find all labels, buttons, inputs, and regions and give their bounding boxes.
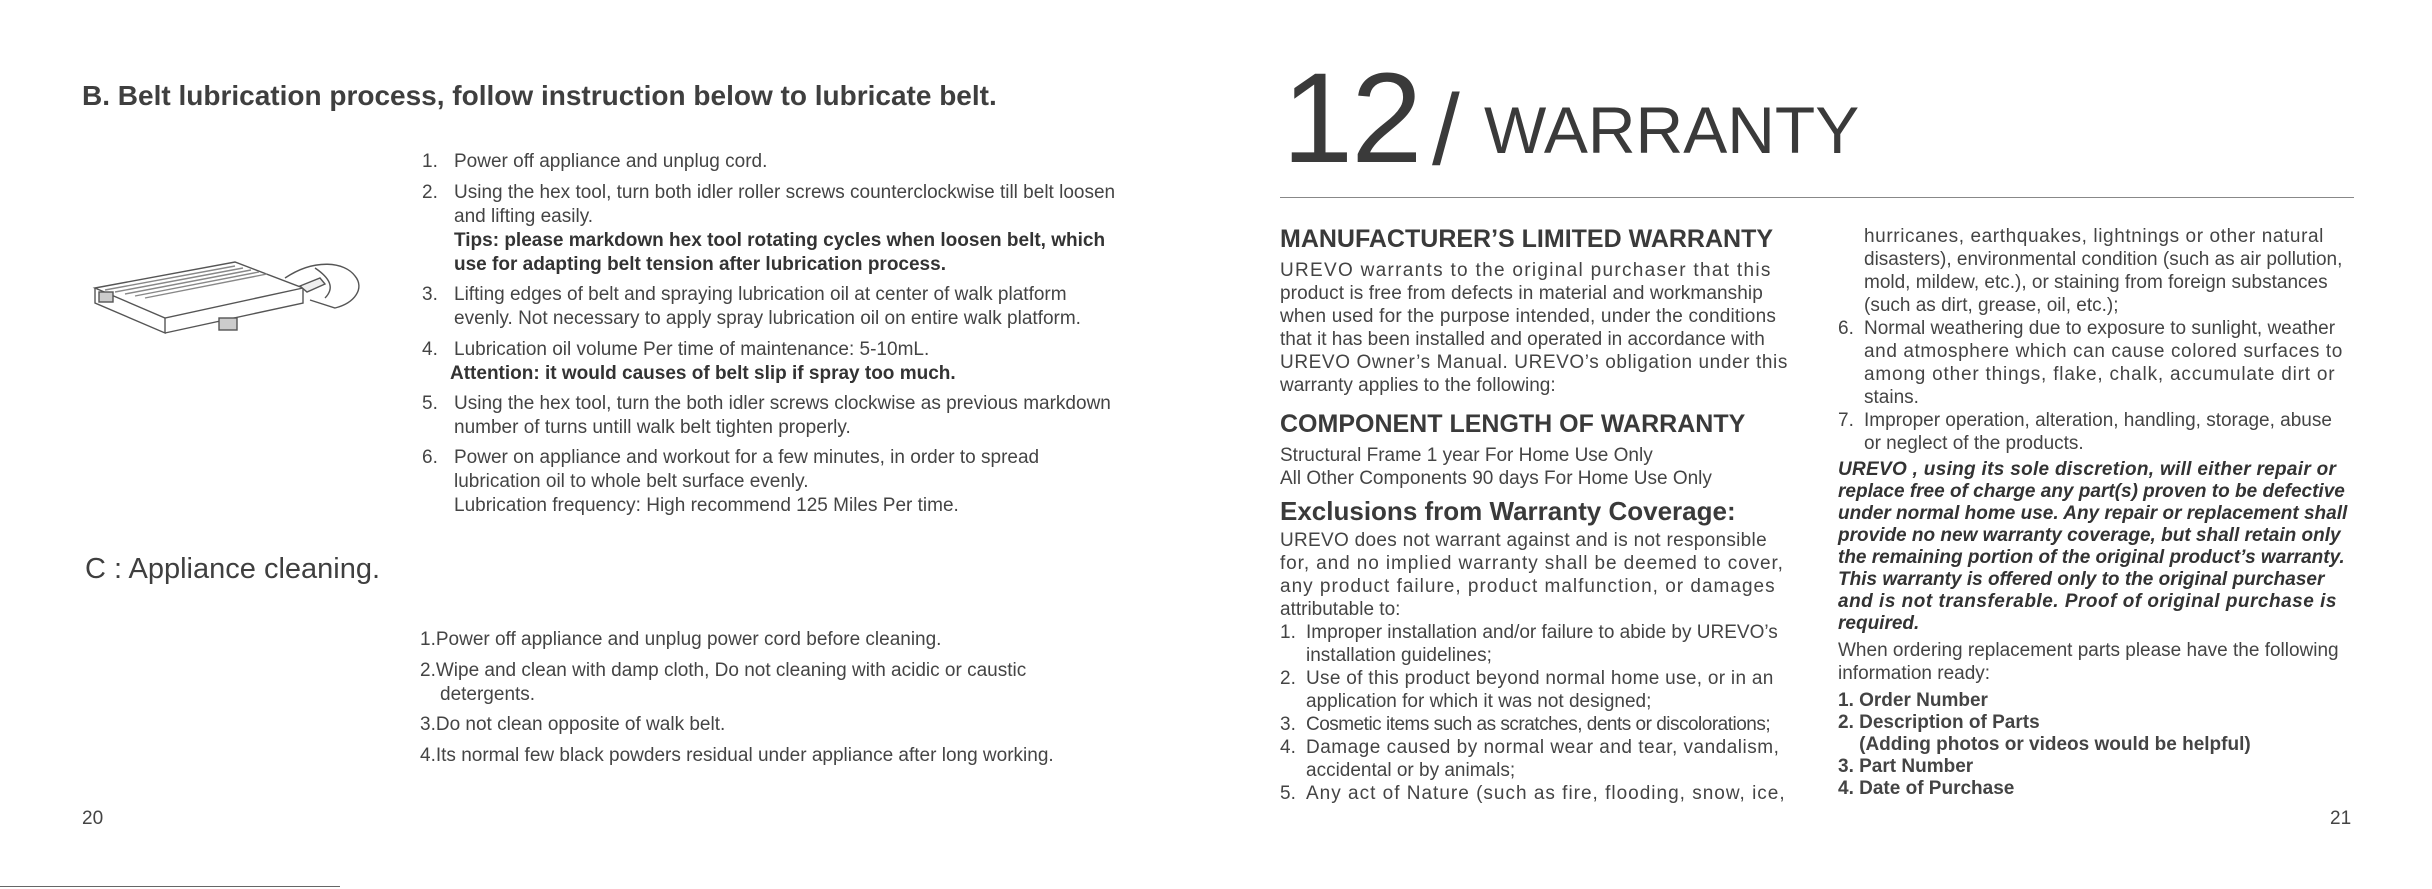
chapter-number: 12: [1282, 47, 1421, 190]
list-item-cont: stains.: [1864, 387, 1919, 408]
list-item-cont: installation guidelines;: [1306, 645, 1492, 666]
list-item-cont: lubrication oil to whole belt surface evenly.: [454, 471, 809, 492]
divider: [1280, 197, 2354, 198]
paragraph-line: UREVO does not warrant against and is not responsible: [1280, 530, 1767, 551]
paragraph-line: warranty applies to the following:: [1280, 375, 1556, 396]
list-item-cont: detergents.: [440, 684, 536, 705]
list-item-cont: evenly. Not necessary to apply spray lubrication oil on entire walk platform.: [454, 308, 1081, 329]
list-item: 5. Any act of Nature (such as fire, flooding, snow, ice,: [1280, 783, 1786, 804]
list-item: 3.Do not clean opposite of walk belt.: [420, 714, 726, 735]
tip-text: Tips: please markdown hex tool rotating cycles when loosen belt, which: [454, 230, 1106, 251]
list-item-cont: and lifting easily.: [454, 206, 594, 227]
notice-line: This warranty is offered only to the original purchaser: [1838, 569, 2325, 590]
order-item: 2. Description of Parts: [1838, 712, 2040, 733]
section-b-title: B. Belt lubrication process, follow instruction below to lubricate belt.: [82, 80, 997, 111]
list-item: 4. Damage caused by normal wear and tear, vandalism,: [1280, 737, 1780, 758]
list-item: 1.Power off appliance and unplug power cord before cleaning.: [420, 629, 942, 650]
list-item-cont: hurricanes, earthquakes, lightnings or other natural: [1864, 226, 2325, 247]
list-item-cont: disasters), environmental condition (such as air pollution,: [1864, 249, 2343, 270]
list-item-cont: or neglect of the products.: [1864, 433, 2084, 454]
order-item: 1. Order Number: [1838, 690, 1988, 711]
paragraph-line: that it has been installed and operated in accordance with: [1280, 329, 1765, 350]
list-item: 2. Use of this product beyond normal home use, or in an: [1280, 668, 1774, 689]
list-item: 6. Normal weathering due to exposure to sunlight, weather: [1838, 318, 2336, 339]
list-item-cont: (such as dirt, grease, oil, etc.);: [1864, 295, 2119, 316]
divider: [0, 886, 340, 887]
notice-line: replace free of charge any part(s) proven to be defective: [1838, 481, 2345, 502]
chapter-slash: /: [1432, 74, 1460, 186]
list-item: 2.Wipe and clean with damp cloth, Do not cleaning with acidic or caustic: [420, 660, 1027, 681]
chapter-title: WARRANTY: [1484, 93, 1860, 167]
list-item-cont: mold, mildew, etc.), or staining from foreign substances: [1864, 272, 2328, 293]
paragraph-line: UREVO Owner’s Manual. UREVO’s obligation under this: [1280, 352, 1788, 373]
paragraph-line: for, and no implied warranty shall be deemed to cover,: [1280, 553, 1784, 574]
list-item: 7. Improper operation, alteration, handling, storage, abuse: [1838, 410, 2332, 431]
notice-line: the remaining portion of the original product’s warranty.: [1838, 547, 2345, 568]
paragraph-line: attributable to:: [1280, 599, 1401, 620]
component-line: All Other Components 90 days For Home Use Only: [1280, 468, 1712, 489]
list-item-cont: number of turns untill walk belt tighten properly.: [454, 417, 851, 438]
tip-text: use for adapting belt tension after lubrication process.: [454, 254, 946, 275]
notice-line: provide no new warranty coverage, but shall retain only: [1838, 525, 2341, 546]
notice-line: under normal home use. Any repair or replacement shall: [1838, 503, 2348, 524]
list-item-cont: Lubrication frequency: High recommend 125 Miles Per time.: [454, 495, 959, 516]
section-c-title: C : Appliance cleaning.: [85, 553, 381, 585]
paragraph-line: any product failure, product malfunction, or damages: [1280, 576, 1776, 597]
order-item: 3. Part Number: [1838, 756, 1974, 777]
treadmill-illustration: [85, 248, 385, 358]
notice-line: UREVO , using its sole discretion, will either repair or: [1838, 459, 2337, 480]
page-number: 21: [2330, 808, 2352, 829]
exclusions-title: Exclusions from Warranty Coverage:: [1280, 496, 1736, 526]
component-line: Structural Frame 1 year For Home Use Only: [1280, 445, 1653, 466]
paragraph-line: When ordering replacement parts please have the following: [1838, 640, 2339, 661]
paragraph-line: UREVO warrants to the original purchaser that this: [1280, 260, 1772, 281]
list-item: 4.Its normal few black powders residual under appliance after long working.: [420, 745, 1054, 766]
list-item-cont: and atmosphere which can cause colored surfaces to: [1864, 341, 2343, 362]
notice-line: required.: [1838, 613, 1920, 634]
notice-line: and is not transferable. Proof of original purchase is: [1838, 591, 2337, 612]
order-item: 4. Date of Purchase: [1838, 778, 2015, 799]
order-item: (Adding photos or videos would be helpful): [1838, 734, 2251, 755]
list-item-cont: application for which it was not designed;: [1306, 691, 1652, 712]
attention-text: Attention: it would causes of belt slip if spray too much.: [450, 363, 956, 384]
manufacturer-title: MANUFACTURER’S LIMITED WARRANTY: [1280, 225, 1774, 253]
paragraph-line: information ready:: [1838, 663, 1991, 684]
list-item-cont: accidental or by animals;: [1306, 760, 1516, 781]
paragraph-line: product is free from defects in material and workmanship: [1280, 283, 1763, 304]
page-number: 20: [82, 808, 104, 829]
list-item-cont: among other things, flake, chalk, accumulate dirt or: [1864, 364, 2336, 385]
list-item: 1. Improper installation and/or failure to abide by UREVO’s: [1280, 622, 1778, 643]
list-item: 3. Cosmetic items such as scratches, dents or discolorations;: [1280, 714, 1771, 735]
component-title: COMPONENT LENGTH OF WARRANTY: [1280, 410, 1746, 438]
paragraph-line: when used for the purpose intended, under the conditions: [1280, 306, 1777, 327]
